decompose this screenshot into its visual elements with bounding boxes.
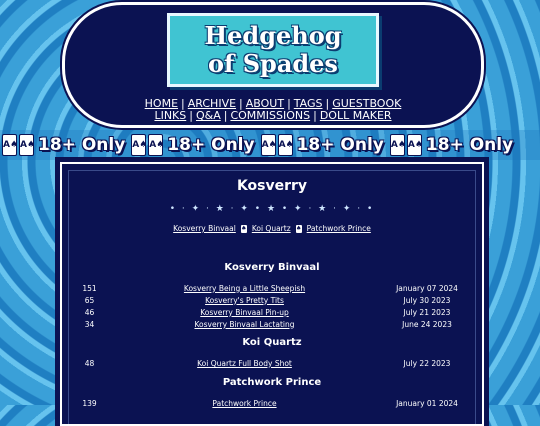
nav-link-qa[interactable]: Q&A xyxy=(195,109,221,122)
view-count: 34 xyxy=(84,319,95,329)
nav-link-archive[interactable]: ARCHIVE xyxy=(187,97,237,110)
nav-separator: | xyxy=(223,109,228,122)
nav-link-commissions[interactable]: COMMISSIONS xyxy=(230,109,311,122)
post-date: January 07 2024 xyxy=(396,283,458,293)
view-count: 151 xyxy=(82,283,97,293)
main-nav-row-2 xyxy=(65,109,481,122)
ace-of-spades-card-icon: A♠ xyxy=(278,134,293,156)
logo-line-1: Hedgehog xyxy=(204,21,342,50)
logo-line-2: of Spades xyxy=(208,49,338,78)
nav-link-home[interactable]: HOME xyxy=(144,97,179,110)
ace-of-spades-card-icon: A♠ xyxy=(131,134,146,156)
nav-separator: | xyxy=(313,109,317,122)
adults-only-label: 18+ Only xyxy=(425,135,514,155)
nav-separator: | xyxy=(287,97,291,110)
site-header xyxy=(62,2,484,128)
nav-link-about[interactable]: ABOUT xyxy=(245,97,285,110)
view-count: 46 xyxy=(84,307,95,317)
spade-card-icon: ♠ xyxy=(241,225,247,232)
post-date: June 24 2023 xyxy=(402,319,452,329)
gallery-link[interactable]: Kosverry Binvaal Pin-up xyxy=(200,307,289,317)
gallery-link[interactable]: Kosverry's Pretty Tits xyxy=(205,295,284,305)
subnav-link-kosverry-binvaal[interactable]: Kosverry Binvaal xyxy=(173,224,236,233)
ace-of-spades-card-icon: A♠ xyxy=(261,134,276,156)
gallery-list xyxy=(72,282,472,330)
age-warning-banner xyxy=(0,130,540,160)
gallery-list xyxy=(72,397,472,409)
nav-separator: | xyxy=(189,109,193,122)
adults-only-label: 18+ Only xyxy=(38,135,126,155)
table-row xyxy=(72,294,472,306)
adults-only-label: 18+ Only xyxy=(167,135,255,155)
subnav-link-koi-quartz[interactable]: Koi Quartz xyxy=(251,224,291,233)
table-row xyxy=(72,282,472,294)
post-date: July 30 2023 xyxy=(403,295,451,305)
nav-link-guestbook[interactable]: GUESTBOOK xyxy=(332,97,402,110)
ace-of-spades-card-icon: A♠ xyxy=(390,134,405,156)
ace-of-spades-card-icon: A♠ xyxy=(407,134,422,156)
post-date: July 22 2023 xyxy=(403,358,451,368)
view-count: 65 xyxy=(84,295,95,305)
star-divider: • · ✦ · ★ · ✦ • ★ • ✦ · ★ · ✦ · • xyxy=(169,204,375,214)
ace-of-spades-card-icon: A♠ xyxy=(19,134,34,156)
gallery-link[interactable]: Kosverry Binvaal Lactating xyxy=(194,319,295,329)
nav-link-tags[interactable]: TAGS xyxy=(293,97,323,110)
content-panel xyxy=(60,162,484,426)
nav-separator: | xyxy=(325,97,330,110)
subnav-link-patchwork-prince[interactable]: Patchwork Prince xyxy=(306,224,371,233)
section-heading: Patchwork Prince xyxy=(222,377,322,388)
ace-of-spades-card-icon: A♠ xyxy=(2,134,17,156)
table-row xyxy=(72,306,472,318)
nav-separator: | xyxy=(239,97,243,110)
section-heading: Kosverry Binvaal xyxy=(224,262,320,273)
gallery-link[interactable]: Patchwork Prince xyxy=(212,398,277,408)
page-title: Kosverry xyxy=(236,178,308,194)
spade-card-icon: ♠ xyxy=(295,225,302,232)
gallery-link[interactable]: Koi Quartz Full Body Shot xyxy=(197,358,292,368)
nav-separator: | xyxy=(181,97,185,110)
view-count: 139 xyxy=(82,398,97,408)
section-heading: Koi Quartz xyxy=(242,337,302,348)
nav-link-doll-maker[interactable]: DOLL MAKER xyxy=(319,109,392,122)
post-date: July 21 2023 xyxy=(403,307,451,317)
nav-link-links[interactable]: LINKS xyxy=(154,109,187,122)
character-subnav xyxy=(62,224,482,233)
table-row xyxy=(72,357,472,369)
gallery-list xyxy=(72,357,472,369)
table-row xyxy=(72,318,472,330)
gallery-link[interactable]: Kosverry Being a Little Sheepish xyxy=(183,283,306,293)
view-count: 48 xyxy=(84,358,95,368)
site-logo[interactable] xyxy=(167,13,379,87)
ace-of-spades-card-icon: A♠ xyxy=(148,134,163,156)
adults-only-label: 18+ Only xyxy=(296,135,384,155)
post-date: January 01 2024 xyxy=(396,398,458,408)
table-row xyxy=(72,397,472,409)
